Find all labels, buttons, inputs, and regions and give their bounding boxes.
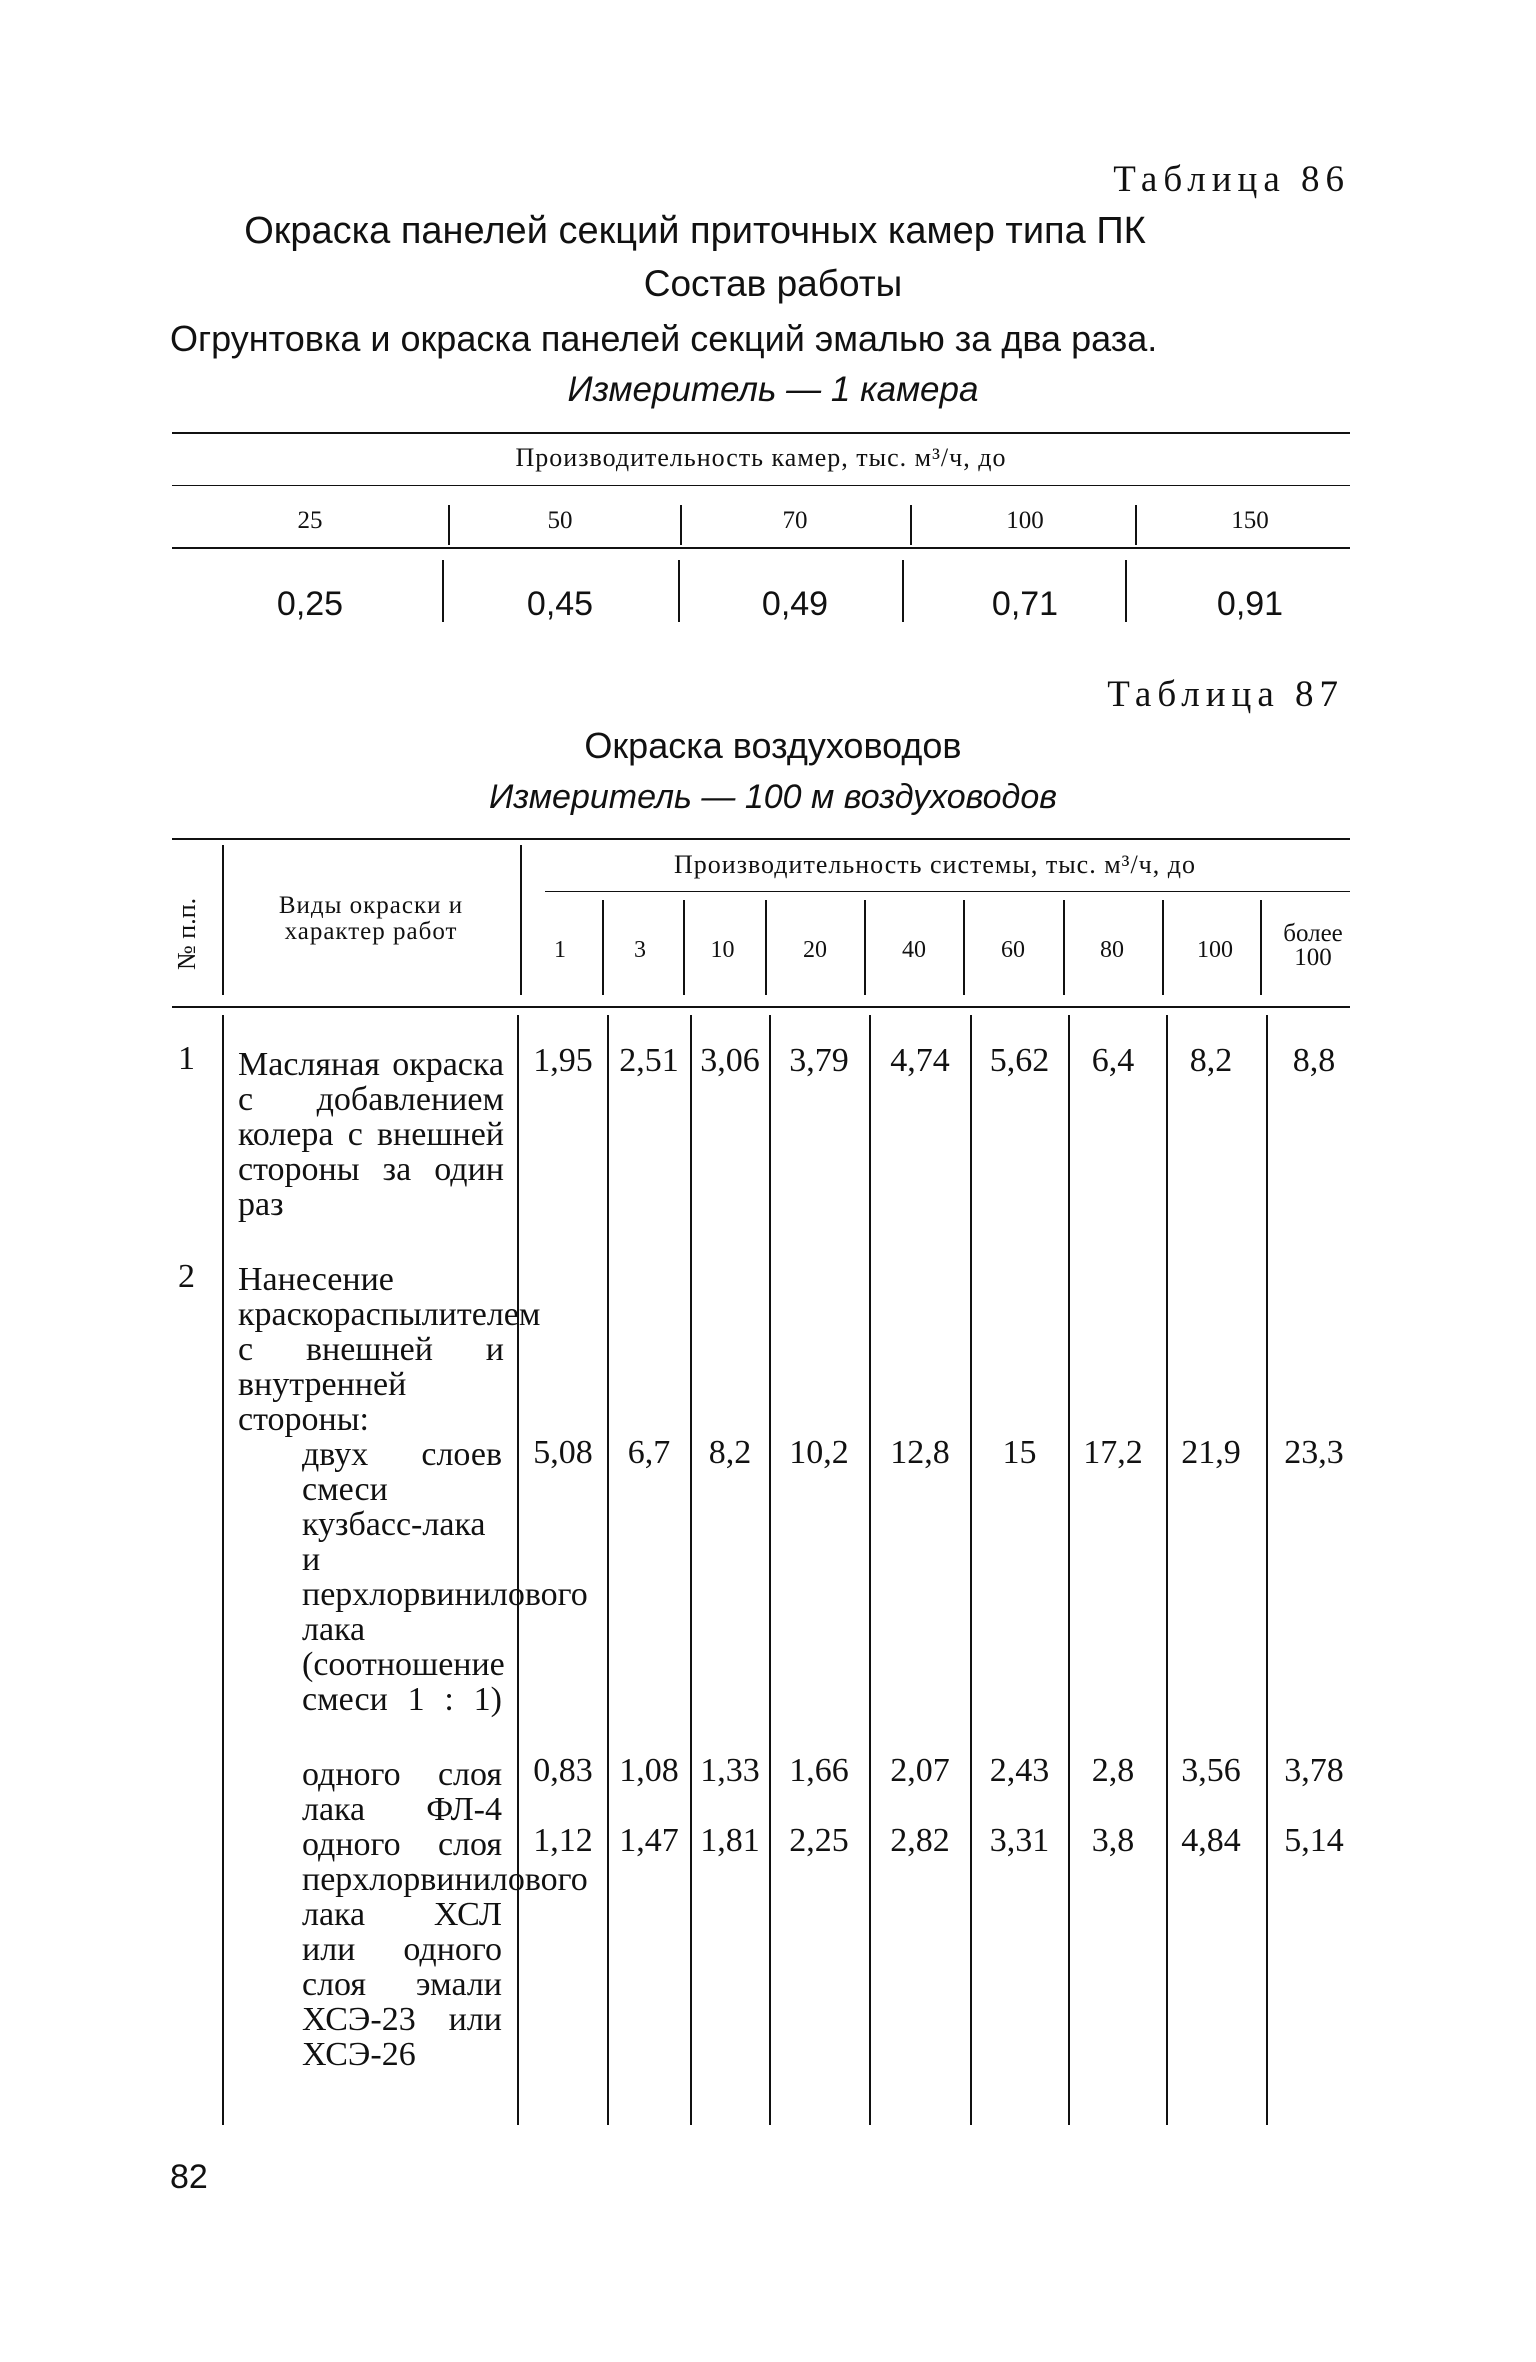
table87-col-60: 60 bbox=[1001, 937, 1025, 963]
table87-cell: 8,2 bbox=[1189, 1042, 1233, 1079]
table87-cell: 2,07 bbox=[890, 1752, 950, 1789]
table87-divider bbox=[869, 1015, 871, 2125]
table87-divider bbox=[222, 845, 224, 995]
table87-cell: 10,2 bbox=[789, 1434, 849, 1471]
table87-col-80: 80 bbox=[1100, 937, 1124, 963]
table87-cell: 2,82 bbox=[890, 1822, 950, 1859]
table87-divider bbox=[864, 900, 866, 995]
table86-divider bbox=[902, 560, 904, 622]
table86-value: 0,45 bbox=[526, 585, 594, 623]
table87-col-40: 40 bbox=[902, 937, 926, 963]
table87-cell: 23,3 bbox=[1284, 1434, 1344, 1471]
table87-top-rule bbox=[172, 838, 1350, 840]
table87-header-bottom-rule bbox=[172, 1006, 1350, 1008]
table86-value: 0,91 bbox=[1216, 585, 1284, 623]
table86-subtitle: Состав работы bbox=[643, 263, 903, 304]
table87-header-type: Виды окраски и характер работ bbox=[278, 892, 464, 945]
table86-description: Огрунтовка и окраска панелей секций эмалью за два раза. bbox=[170, 318, 1158, 359]
row-description: Нанесение краскораспылителем с внешней и внутренней стороны: bbox=[238, 1261, 541, 1438]
row-subdescription: двух слоев смеси кузбасс-лака и перхлорвинилового лака (соотношение смеси 1 : 1) bbox=[302, 1436, 588, 1718]
table87-col-10: 10 bbox=[710, 937, 735, 963]
row-description: Масляная окраска с добавлением колера с внешней стороны за один раз bbox=[238, 1046, 504, 1223]
table87-col-100: 100 bbox=[1197, 937, 1233, 963]
table87-cell: 3,31 bbox=[989, 1822, 1050, 1859]
table87-col-3: 3 bbox=[634, 937, 646, 963]
table87-cell: 1,08 bbox=[619, 1752, 679, 1789]
table87-col-1: 1 bbox=[554, 937, 566, 963]
table87-cell: 1,47 bbox=[619, 1822, 679, 1859]
table87-divider bbox=[690, 1015, 692, 2125]
table87-header-no: № п.п. bbox=[172, 897, 201, 970]
table86-value: 0,25 bbox=[276, 585, 344, 623]
table87-cell: 2,51 bbox=[619, 1042, 679, 1079]
table86-measure: Измеритель — 1 камера bbox=[567, 370, 979, 409]
table87-divider bbox=[1260, 900, 1262, 995]
table87-cell: 4,84 bbox=[1181, 1822, 1241, 1859]
table86-divider bbox=[678, 560, 680, 622]
table87-cell: 21,9 bbox=[1181, 1434, 1241, 1471]
table86-divider bbox=[680, 505, 682, 545]
table87-divider bbox=[963, 900, 965, 995]
table87-divider bbox=[520, 845, 522, 995]
table87-cell: 5,62 bbox=[989, 1042, 1050, 1079]
table87-cell: 3,78 bbox=[1284, 1752, 1344, 1789]
row-number: 1 bbox=[178, 1040, 195, 1077]
table86-divider bbox=[910, 505, 912, 545]
table87-cell: 1,81 bbox=[700, 1822, 760, 1859]
table87-divider bbox=[607, 1015, 609, 2125]
table87-measure: Измеритель — 100 м воздуховодов bbox=[488, 778, 1057, 816]
table87-cell: 1,95 bbox=[533, 1042, 593, 1079]
table87-divider bbox=[769, 1015, 771, 2125]
table86-title: Окраска панелей секций приточных камер типа ПК bbox=[244, 210, 1146, 252]
table87-cell: 6,7 bbox=[627, 1434, 671, 1471]
table87-divider bbox=[1162, 900, 1164, 995]
table86-top-rule bbox=[172, 432, 1350, 434]
table87-label: Таблица 87 bbox=[1107, 674, 1344, 715]
table86-divider bbox=[448, 505, 450, 545]
table87-cell: 3,06 bbox=[700, 1042, 760, 1079]
table87-cell: 1,66 bbox=[789, 1752, 849, 1789]
table86-divider bbox=[442, 560, 444, 622]
table87-divider bbox=[1063, 900, 1065, 995]
page-number: 82 bbox=[170, 2158, 208, 2196]
table87-header-performance: Производительность системы, тыс. м³/ч, до bbox=[674, 850, 1196, 879]
table87-divider bbox=[517, 1015, 519, 2125]
table87-cell: 5,08 bbox=[533, 1434, 593, 1471]
row-number: 2 bbox=[178, 1258, 195, 1295]
table86-value: 0,49 bbox=[761, 585, 829, 623]
table87-cell: 3,56 bbox=[1181, 1752, 1241, 1789]
table86-header: Производительность камер, тыс. м³/ч, до bbox=[515, 443, 1007, 472]
table87-cell: 8,8 bbox=[1292, 1042, 1336, 1079]
table87-divider bbox=[602, 900, 604, 995]
table86-divider bbox=[1135, 505, 1137, 545]
table87-divider bbox=[1166, 1015, 1168, 2125]
table87-perf-rule bbox=[545, 891, 1350, 892]
table87-col-more-100: более 100 bbox=[1283, 920, 1343, 971]
table87-cell: 17,2 bbox=[1083, 1434, 1143, 1471]
table86-header-rule bbox=[172, 485, 1350, 486]
table87-cell: 5,14 bbox=[1284, 1822, 1344, 1859]
table87-cell: 3,8 bbox=[1091, 1822, 1135, 1859]
table87-cell: 1,33 bbox=[700, 1752, 760, 1789]
table86-label: Таблица 86 bbox=[1113, 159, 1350, 200]
table87-cell: 2,25 bbox=[789, 1822, 849, 1859]
table87-title: Окраска воздуховодов bbox=[584, 725, 962, 766]
table86-value-rule bbox=[172, 547, 1350, 549]
table87-cell: 8,2 bbox=[708, 1434, 752, 1471]
table86-col-100: 100 bbox=[1006, 507, 1044, 534]
table87-divider bbox=[683, 900, 685, 995]
table87-divider bbox=[1068, 1015, 1070, 2125]
table87-cell: 2,43 bbox=[989, 1752, 1050, 1789]
table86-col-70: 70 bbox=[782, 507, 808, 534]
table87-divider bbox=[1266, 1015, 1268, 2125]
table86-divider bbox=[1125, 560, 1127, 622]
table87-cell: 0,83 bbox=[533, 1752, 593, 1789]
table86-value: 0,71 bbox=[991, 585, 1059, 623]
table86-col-25: 25 bbox=[297, 507, 323, 534]
table87-cell: 6,4 bbox=[1091, 1042, 1135, 1079]
row-subdescription: одного слоя лака ФЛ-4 bbox=[302, 1756, 502, 1828]
table87-cell: 4,74 bbox=[890, 1042, 950, 1079]
table87-cell: 1,12 bbox=[533, 1822, 593, 1859]
table87-divider bbox=[970, 1015, 972, 2125]
table86-col-150: 150 bbox=[1231, 507, 1269, 534]
row-subdescription: одного слоя перхлорвинилового лака ХСЛ или одного слоя эмали ХСЭ-23 или ХСЭ-26 bbox=[302, 1826, 588, 2073]
table86-col-50: 50 bbox=[547, 507, 573, 534]
table87-divider bbox=[222, 1015, 224, 2125]
table87-cell: 3,79 bbox=[789, 1042, 849, 1079]
table87-cell: 12,8 bbox=[890, 1434, 950, 1471]
table87-cell: 2,8 bbox=[1091, 1752, 1135, 1789]
table87-cell: 15 bbox=[1002, 1434, 1037, 1471]
table87-divider bbox=[765, 900, 767, 995]
table87-col-20: 20 bbox=[803, 937, 827, 963]
